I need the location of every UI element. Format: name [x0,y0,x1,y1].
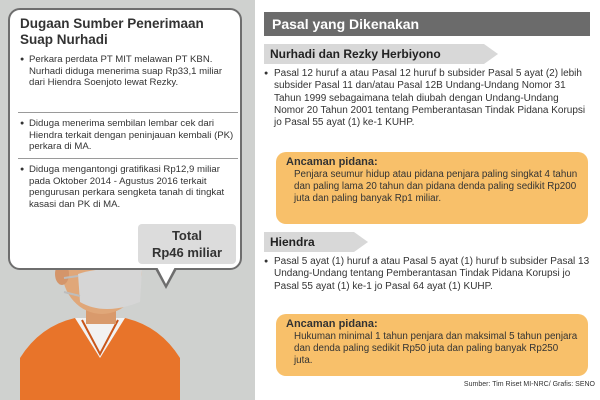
section-text-hiendra: ● Pasal 5 ayat (1) huruf a atau Pasal 5 ayat (1) huruf b subsider Pasal 13 Undang-Undang tentang Pemberantasan Tindak Pidana Korupsi jo Pasal 55 ayat (1) ke-1 jo Pasal 64 ayat (1) KUHP. [264,256,590,293]
bubble-item-2: ● Diduga menerima sembilan lembar cek dari Hiendra terkait dengan peninjauan kembali (PK) perkara di MA. [20,118,238,153]
threat-title: Ancaman pidana: [286,156,378,168]
threat-text: Hukuman minimal 1 tahun penjara dan maksimal 5 tahun penjara dan denda paling sedikit Rp50 juta dan paling banyak Rp250 juta. [294,331,578,366]
section-title-hiendra: Hiendra [264,232,354,252]
threat-title: Ancaman pidana: [286,318,378,330]
bubble-item-3: ● Diduga mengantongi gratifikasi Rp12,9 miliar pada Oktober 2014 - Agustus 2016 terkait pengurusan perkara sengketa tanah di tingkat kasasi dan PK di MA. [20,164,238,210]
threat-text: Penjara seumur hidup atau pidana penjara paling singkat 4 tahun dan paling lama 20 tahun dan pidana denda paling sedikit Rp200 juta dan paling banyak Rp1 miliar. [294,169,578,204]
threat-box-hiendra [276,314,588,376]
total-label: Total [171,228,203,243]
total-value: Rp46 miliar [151,245,223,260]
bubble-divider [18,112,238,113]
section-text-nurhadi-rezky: ● Pasal 12 huruf a atau Pasal 12 huruf b subsider Pasal 5 ayat (2) lebih subsider Pasal 11 dan/atau Pasal 12B Undang-Undang Nomor 31 Tahun 1999 sebagaimana telah diubah dengan Undang-Undang Nomor 20 Tahun 2001 tentang Pemberantasan Tindak Pidana Korupsi jo Pasal 55 ayat (1) ke-1 KUHP. [264,68,590,129]
source-credit: Sumber: Tim Riset MI-NRC/ Grafis: SENO [463,381,595,388]
total-box [138,224,236,264]
bubble-title: Dugaan Sumber Penerimaan Suap Nurhadi [20,16,204,47]
bubble-divider [18,158,238,159]
section-title-nurhadi-rezky: Nurhadi dan Rezky Herbiyono [264,44,484,64]
threat-box-nurhadi-rezky [276,152,588,224]
pasal-header: Pasal yang Dikenakan [264,12,590,36]
bubble-item-1: ● Perkara perdata PT MIT melawan PT KBN. Nurhadi diduga menerima suap Rp33,1 miliar dari Hiendra Soenjoto lewat Rezky. [20,54,238,89]
bubble-tail-inner [156,265,176,284]
